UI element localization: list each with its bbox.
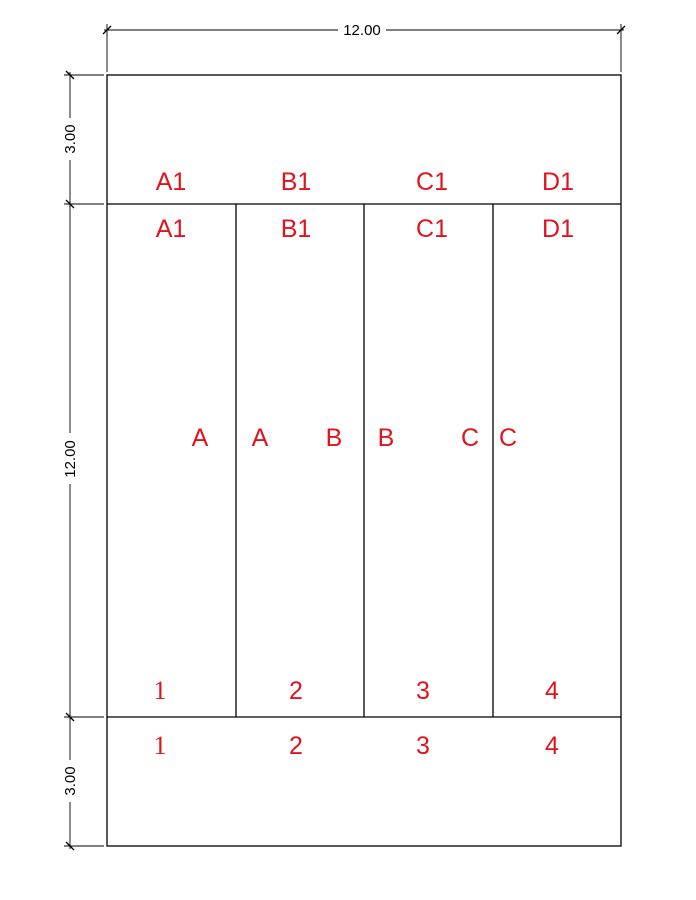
left-dimensions xyxy=(62,71,104,850)
left-top-dimension-label: 3.00 xyxy=(62,124,79,154)
upper-label-b1: B1 xyxy=(280,215,312,243)
top-dimension-label: 12.00 xyxy=(343,22,381,39)
upper-label-c1: C1 xyxy=(416,215,448,243)
lower-label-1: 1 xyxy=(153,676,167,705)
top-label-b1: B1 xyxy=(280,168,312,196)
top-label-d1: D1 xyxy=(542,168,574,196)
left-bottom-dimension-label: 3.00 xyxy=(62,766,79,796)
middle-label-a-left: A xyxy=(191,424,209,452)
top-label-c1: C1 xyxy=(416,168,448,196)
bottom-label-4: 4 xyxy=(545,732,559,760)
bottom-label-3: 3 xyxy=(416,732,430,760)
top-dimension xyxy=(103,22,625,72)
lower-label-4: 4 xyxy=(545,677,559,705)
middle-label-c-right: C xyxy=(498,424,518,452)
lower-label-2: 2 xyxy=(289,677,303,705)
middle-label-c-left: C xyxy=(460,424,480,452)
upper-label-a1: A1 xyxy=(155,215,187,243)
middle-label-a-right: A xyxy=(251,424,269,452)
bottom-label-2: 2 xyxy=(289,732,303,760)
upper-label-d1: D1 xyxy=(542,215,574,243)
middle-label-b-left: B xyxy=(325,424,343,452)
top-label-a1: A1 xyxy=(155,168,187,196)
left-middle-dimension-label: 12.00 xyxy=(62,440,79,478)
middle-label-b-right: B xyxy=(377,424,395,452)
lower-label-3: 3 xyxy=(416,677,430,705)
bottom-label-1: 1 xyxy=(153,731,167,760)
